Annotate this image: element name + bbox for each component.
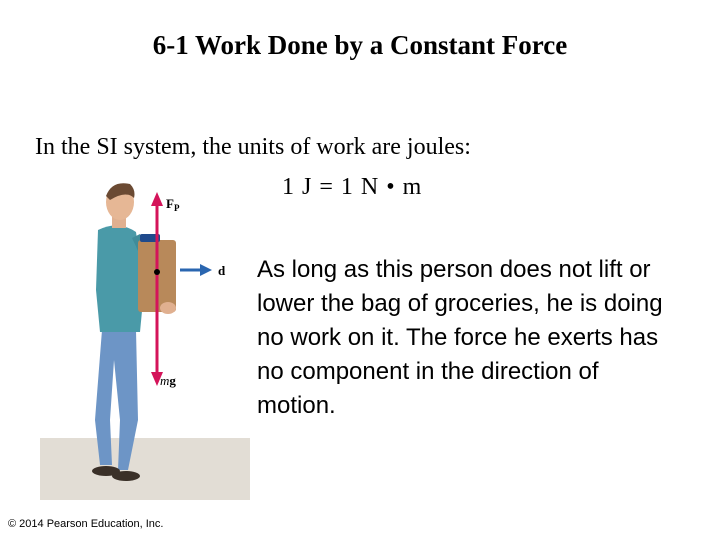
weight-label-g: g — [169, 373, 176, 388]
joule-equation: 1 J = 1 N • m — [282, 174, 423, 200]
shoe-right — [112, 471, 140, 481]
slide-title: 6-1 Work Done by a Constant Force — [152, 30, 568, 60]
force-label-subscript: P — [173, 203, 180, 213]
person-holding-groceries-figure — [40, 180, 250, 500]
explanation-text: As long as this person does not lift or lower the bag of groceries, he is doing no work on it. The force he exerts has no component in the direction of motion. — [257, 256, 663, 419]
force-origin-dot — [154, 269, 160, 275]
force-label — [166, 196, 180, 213]
displacement-arrowhead — [200, 264, 212, 276]
displacement-label: d — [218, 263, 226, 278]
hand — [160, 302, 176, 314]
force-label-symbol: F — [166, 196, 174, 211]
weight-label-m: m — [160, 373, 170, 388]
force-arrowhead-up — [151, 192, 163, 206]
intro-text: In the SI system, the units of work are joules: — [35, 134, 471, 160]
weight-label — [160, 373, 176, 388]
floor — [40, 438, 250, 500]
copyright-notice: © 2014 Pearson Education, Inc. — [8, 518, 164, 530]
